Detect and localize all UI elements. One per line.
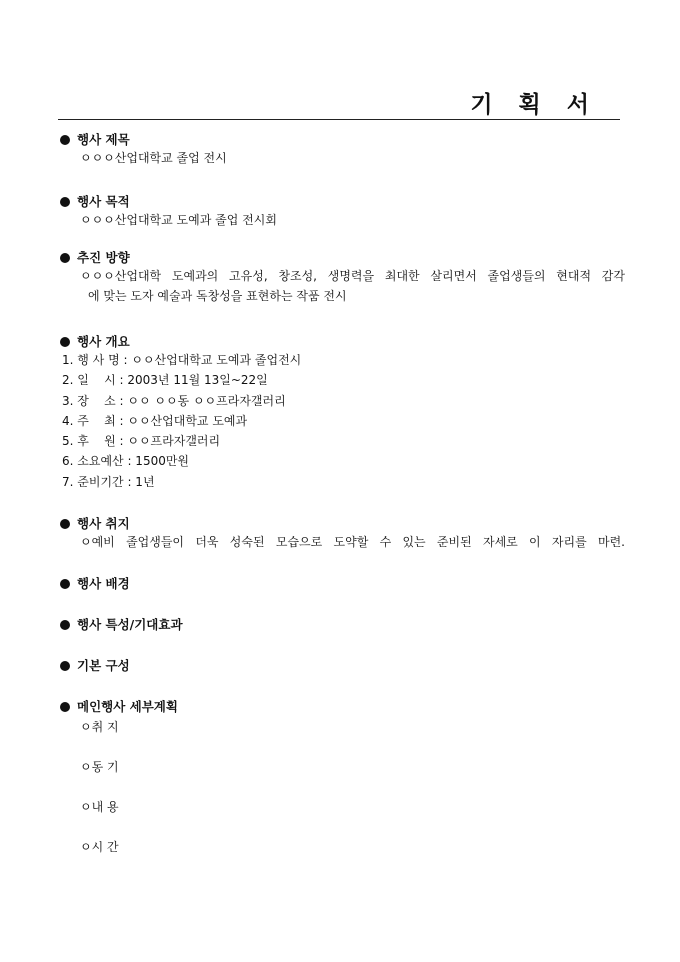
heading-text: 행사 취지 <box>77 516 130 531</box>
section-heading <box>60 576 625 592</box>
section-direction <box>60 250 625 334</box>
section-event-purpose <box>60 194 625 250</box>
plan-item: ㅇ동 기 <box>80 760 119 774</box>
section-features <box>60 617 625 658</box>
body-line: ㅇ예비 졸업생들이 더욱 성숙된 모습으로 도약할 수 있는 준비된 자세로 이 자리를 마련. <box>80 535 625 549</box>
overview-item: 1. 행 사 명 : ㅇㅇ산업대학교 도예과 졸업전시 <box>62 353 302 367</box>
heading-text: 기본 구성 <box>77 658 130 673</box>
section-heading <box>60 334 625 350</box>
section-heading <box>60 132 625 148</box>
bullet-icon <box>60 620 70 630</box>
section-heading <box>60 617 625 633</box>
section-heading <box>60 194 625 210</box>
heading-text: 추진 방향 <box>77 250 130 265</box>
heading-text: 행사 제목 <box>77 132 130 147</box>
body-line: ㅇㅇㅇ산업대학교 졸업 전시 <box>80 151 227 165</box>
plan-item: ㅇ내 용 <box>80 800 119 814</box>
section-background <box>60 576 625 617</box>
bullet-icon <box>60 661 70 671</box>
bullet-icon <box>60 579 70 589</box>
bullet-icon <box>60 337 70 347</box>
overview-item: 5. 후 원 : ㅇㅇ프라자갤러리 <box>62 434 221 449</box>
document-body <box>60 132 625 877</box>
section-structure <box>60 658 625 699</box>
heading-text: 행사 개요 <box>77 334 130 349</box>
overview-item: 4. 주 최 : ㅇㅇ산업대학교 도예과 <box>62 413 248 428</box>
section-overview <box>60 334 625 516</box>
section-event-title <box>60 132 625 194</box>
body-line: ㅇㅇㅇ산업대학 도예과의 고유성, 창조성, 생명력을 최대한 살리면서 졸업생들의 현대적 감각 <box>80 269 625 283</box>
heading-text: 행사 특성/기대효과 <box>77 617 183 632</box>
document-title: 기 획 서 <box>470 91 598 118</box>
section-heading <box>60 658 625 674</box>
bullet-icon <box>60 197 70 207</box>
overview-item: 2. 일 시 : 2003년 11월 13일~22일 <box>62 373 268 388</box>
plan-item: ㅇ시 간 <box>80 840 119 854</box>
heading-text: 행사 목적 <box>77 194 130 209</box>
plan-item: ㅇ취 지 <box>80 720 119 734</box>
section-main-plan <box>60 699 625 857</box>
bullet-icon <box>60 519 70 529</box>
overview-item: 6. 소요예산 : 1500만원 <box>62 454 190 469</box>
heading-text: 행사 배경 <box>77 576 130 591</box>
section-heading <box>60 516 625 532</box>
body-line: ㅇㅇㅇ산업대학교 도예과 졸업 전시회 <box>80 213 277 227</box>
bullet-icon <box>60 135 70 145</box>
title-divider <box>58 119 620 120</box>
section-heading <box>60 699 625 715</box>
bullet-icon <box>60 253 70 263</box>
overview-item: 7. 준비기간 : 1년 <box>62 474 155 489</box>
overview-item: 3. 장 소 : ㅇㅇ ㅇㅇ동 ㅇㅇ프라자갤러리 <box>62 393 286 408</box>
section-heading <box>60 250 625 266</box>
heading-text: 메인행사 세부계획 <box>77 699 178 714</box>
section-intent <box>60 516 625 576</box>
body-line: 에 맞는 도자 예술과 독창성을 표현하는 작품 전시 <box>88 289 347 303</box>
bullet-icon <box>60 702 70 712</box>
